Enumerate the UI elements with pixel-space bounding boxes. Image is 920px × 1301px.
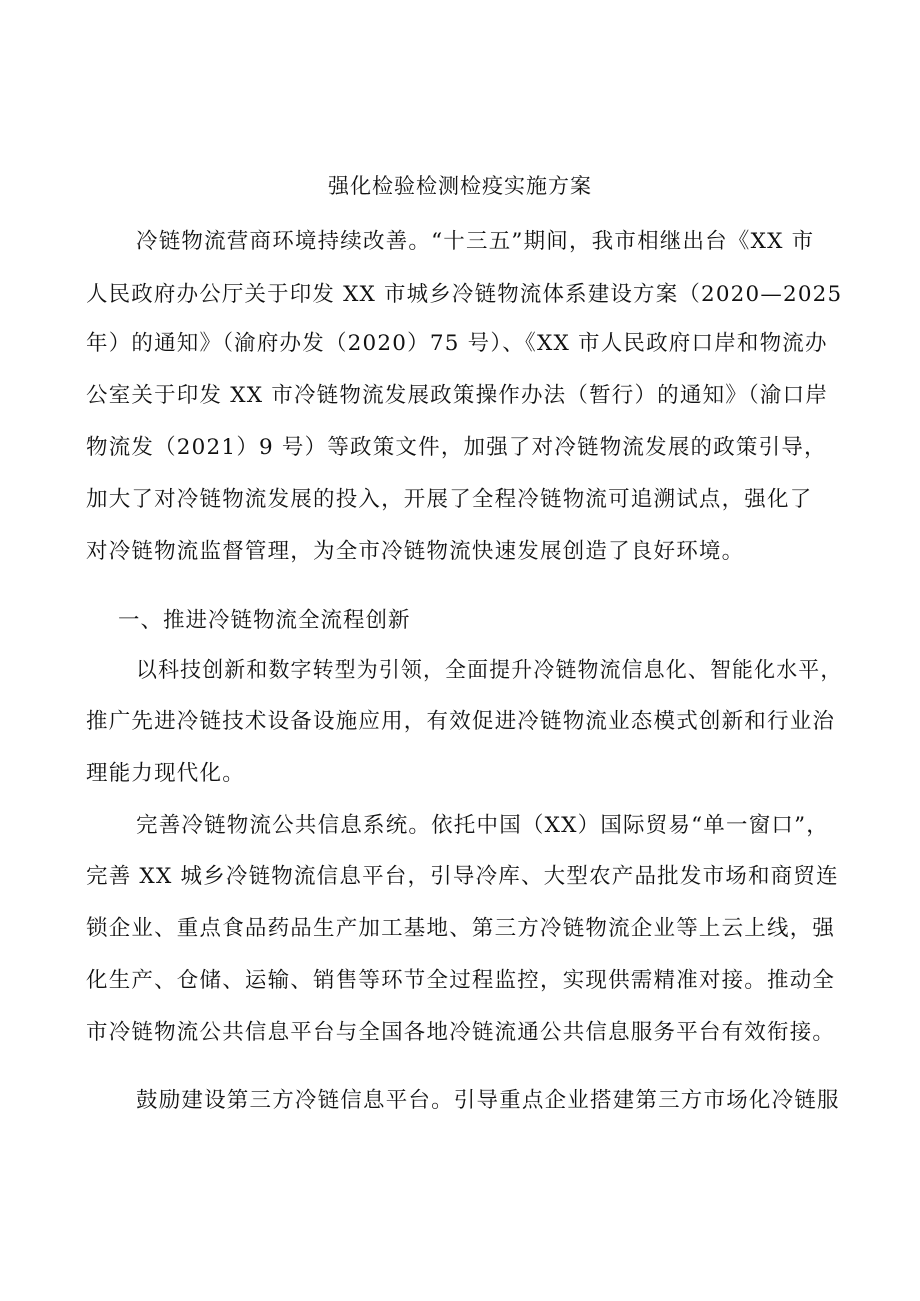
paragraph-line: 化生产、仓储、运输、销售等环节全过程监控，实现供需精准对接。推动全 xyxy=(86,968,836,993)
document-title: 强化检验检测检疫实施方案 xyxy=(328,174,592,198)
paragraph-line: 完善冷链物流公共信息系统。依托中国（XX）国际贸易“单一窗口”， xyxy=(136,813,829,838)
paragraph-line: 市冷链物流公共信息平台与全国各地冷链流通公共信息服务平台有效衔接。 xyxy=(86,1020,836,1045)
paragraph-line: 鼓励建设第三方冷链信息平台。引导重点企业搭建第三方市场化冷链服 xyxy=(136,1088,840,1113)
paragraph-line: 推广先进冷链技术设备设施应用，有效促进冷链物流业态模式创新和行业治 xyxy=(86,709,836,734)
paragraph-line: 物流发（2021）9 号）等政策文件，加强了对冷链物流发展的政策引导， xyxy=(86,435,827,460)
paragraph-line: 人民政府办公厅关于印发 XX 市城乡冷链物流体系建设方案（2020—2025 xyxy=(86,282,843,307)
paragraph-line: 年）的通知》（渝府办发（2020）75 号）、《XX 市人民政府口岸和物流办 xyxy=(86,331,828,356)
paragraph-line: 加大了对冷链物流发展的投入，开展了全程冷链物流可追溯试点，强化了 xyxy=(86,487,813,512)
paragraph-line: 公室关于印发 XX 市冷链物流发展政策操作办法（暂行）的通知》（渝口岸 xyxy=(86,383,829,408)
paragraph-line: 理能力现代化。 xyxy=(86,761,245,786)
paragraph-line: 冷链物流营商环境持续改善。“十三五”期间，我市相继出台《XX 市 xyxy=(136,229,815,254)
paragraph-line: 以科技创新和数字转型为引领，全面提升冷链物流信息化、智能化水平， xyxy=(136,658,843,683)
paragraph-line: 锁企业、重点食品药品生产加工基地、第三方冷链物流企业等上云上线，强 xyxy=(86,916,836,941)
paragraph-line: 对冷链物流监督管理，为全市冷链物流快速发展创造了良好环境。 xyxy=(86,539,745,564)
paragraph-line: 完善 XX 城乡冷链物流信息平台，引导冷库、大型农产品批发市场和商贸连 xyxy=(86,864,839,889)
section-heading: 一、推进冷链物流全流程创新 xyxy=(118,608,411,633)
